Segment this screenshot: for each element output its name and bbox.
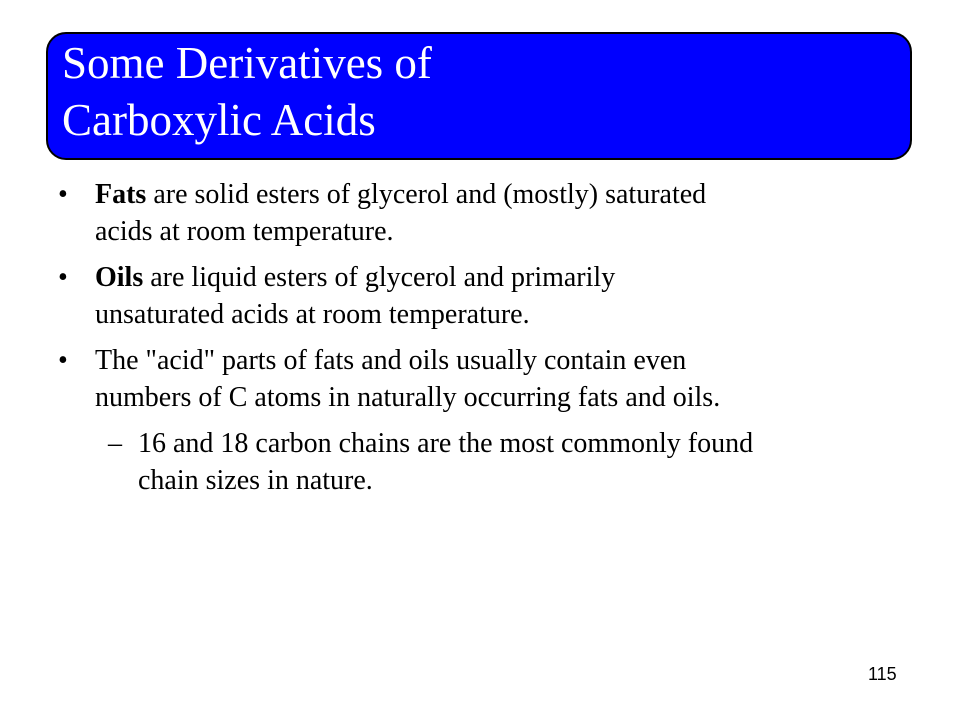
- bullet-line-2: unsaturated acids at room temperature.: [95, 299, 530, 330]
- bold-term-fats: Fats: [95, 179, 147, 210]
- bullet-acid-parts: [58, 342, 918, 416]
- bullet-line-2: acids at room temperature.: [95, 216, 394, 247]
- page-number: 115: [868, 664, 897, 684]
- bullet-dot-icon: •: [58, 345, 68, 376]
- bold-term-oils: Oils: [95, 262, 144, 293]
- bullet-line-2: numbers of C atoms in naturally occurring fats and oils.: [95, 382, 721, 413]
- bullet-oils: [58, 259, 918, 333]
- slide-title: [62, 35, 432, 149]
- title-line-1: Some Derivatives of: [62, 38, 432, 88]
- sub-bullet-carbon-chains: [108, 425, 918, 499]
- bullet-dot-icon: •: [58, 179, 68, 210]
- title-banner: [46, 32, 912, 160]
- dash-icon: –: [108, 428, 122, 459]
- slide-body: [58, 176, 918, 508]
- bullet-fats: [58, 176, 918, 250]
- bullet-text: are solid esters of glycerol and (mostly) saturated: [146, 179, 707, 210]
- bullet-line: [95, 259, 918, 296]
- bullet-dot-icon: •: [58, 262, 68, 293]
- sub-bullet-line-2: chain sizes in nature.: [138, 465, 373, 496]
- bullet-text: are liquid esters of glycerol and primarily: [143, 262, 616, 293]
- bullet-line: [95, 176, 918, 213]
- sub-bullet-line: 16 and 18 carbon chains are the most commonly found: [138, 428, 754, 459]
- bullet-line: The "acid" parts of fats and oils usually contain even: [95, 345, 687, 376]
- title-line-2: Carboxylic Acids: [62, 95, 376, 145]
